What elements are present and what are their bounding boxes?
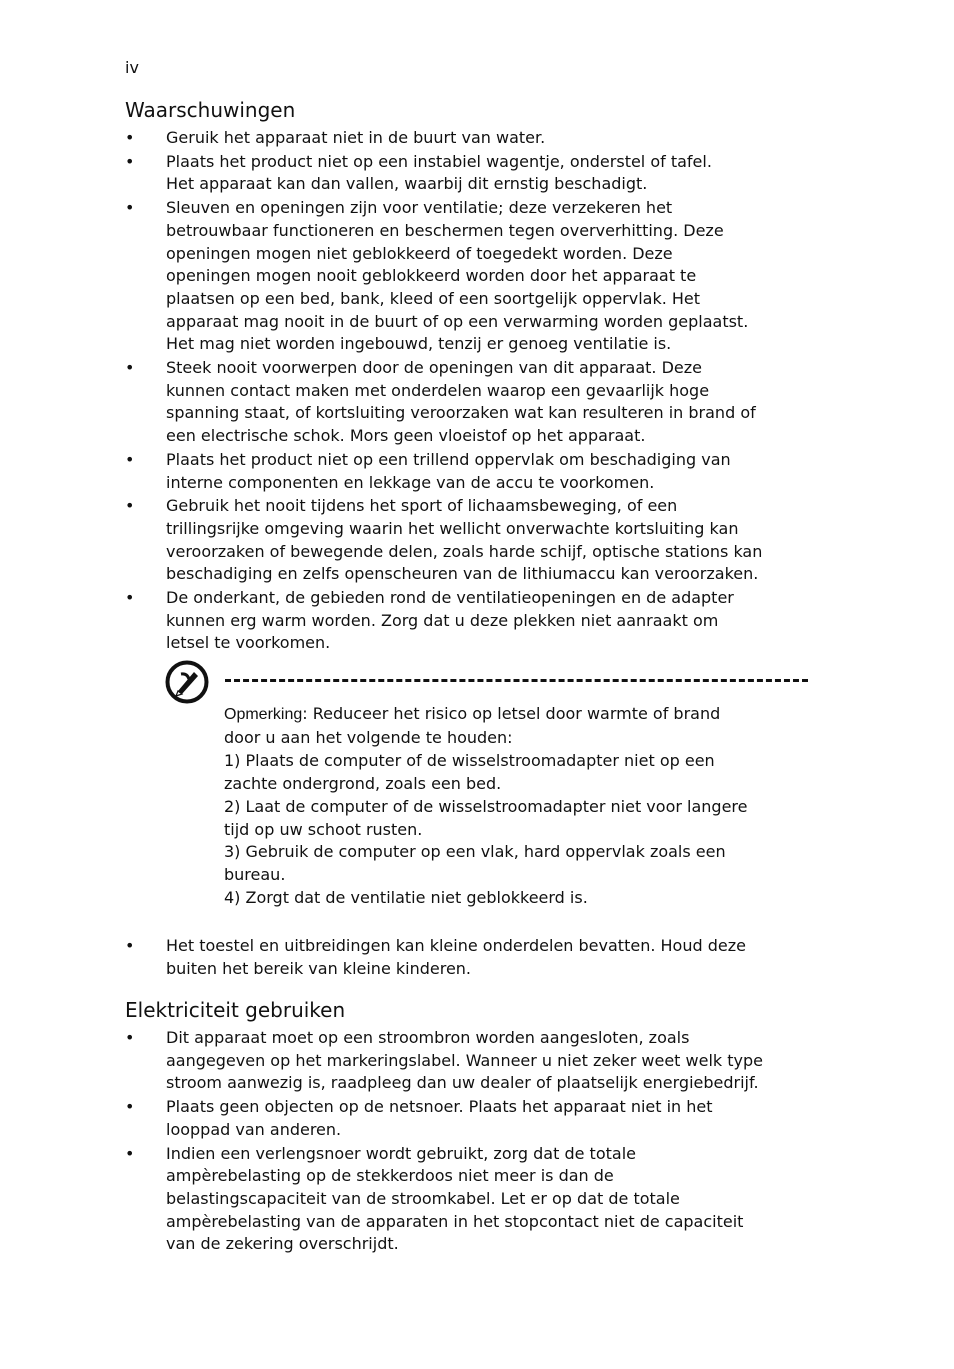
electricity-list [125, 1027, 825, 1257]
list-item-line: openingen mogen niet geblokkeerd of toegedekt worden. Deze [166, 243, 673, 263]
bullet-mark: • [125, 198, 135, 218]
list-item [125, 1027, 825, 1095]
note-line: 3) Gebruik de computer op een vlak, hard oppervlak zoals een [224, 842, 726, 862]
note-box [165, 658, 815, 918]
warnings-list [125, 127, 825, 656]
note-line [224, 703, 814, 727]
note-lines [224, 727, 814, 910]
list-item [125, 357, 825, 448]
note-line: 2) Laat de computer of de wisselstroomadapter niet voor langere [224, 796, 748, 816]
list-item-line: looppad van anderen. [166, 1119, 342, 1139]
list-item-line: een electrische schok. Mors geen vloeistof op het apparaat. [166, 426, 646, 446]
list-item-line: Geruik het apparaat niet in de buurt van water. [166, 128, 546, 147]
list-item-line: trillingsrijke omgeving waarin het wellicht onverwachte kortsluiting kan [166, 518, 739, 538]
note-line: tijd op uw schoot rusten. [224, 819, 423, 839]
list-item-line: belastingscapaciteit van de stroomkabel. Let er op dat de totale [166, 1188, 680, 1208]
list-item-line: Plaats geen objecten op de netsnoer. Plaats het apparaat niet in het [166, 1097, 713, 1117]
bullet-mark: • [125, 1028, 135, 1047]
list-item-line: van de zekering overschrijdt. [166, 1234, 399, 1254]
list-item-line: Het mag niet worden ingebouwd, tenzij er genoeg ventilatie is. [166, 334, 672, 354]
list-item-line: betrouwbaar functioneren en beschermen tegen oververhitting. Deze [166, 220, 724, 240]
list-item-line: Het apparaat kan dan vallen, waarbij dit ernstig beschadigt. [166, 174, 648, 194]
bullet-mark: • [125, 936, 135, 955]
list-item [125, 127, 825, 150]
list-item-line: Plaats het product niet op een trillend oppervlak om beschadiging van [166, 449, 731, 469]
list-item-line: kunnen contact maken met onderdelen waarop een gevaarlijk hoge [166, 380, 710, 400]
list-item-line: De onderkant, de gebieden rond de ventilatieopeningen en de adapter [166, 588, 734, 608]
bullet-mark: • [125, 588, 135, 608]
list-item-line: Steek nooit voorwerpen door de openingen van dit apparaat. Deze [166, 358, 702, 378]
warnings-list-continued [125, 935, 825, 981]
list-item-line: interne componenten en lekkage van de accu te voorkomen. [166, 472, 655, 492]
note-divider [225, 679, 808, 682]
note-line: 4) Zorgt dat de ventilatie niet geblokkeerd is. [224, 888, 588, 908]
list-item-line: Gebruik het nooit tijdens het sport of lichaamsbeweging, of een [166, 496, 678, 516]
note-line: door u aan het volgende te houden: [224, 727, 513, 747]
list-item-line: Indien een verlengsnoer wordt gebruikt, zorg dat de totale [166, 1143, 636, 1163]
list-item [125, 449, 825, 494]
note-line: bureau. [224, 865, 286, 885]
list-item-line: apparaat mag nooit in de buurt of op een verwarming worden geplaatst. [166, 311, 749, 331]
list-item [125, 935, 825, 980]
list-item-line: openingen mogen nooit geblokkeerd worden door het apparaat te [166, 266, 697, 286]
list-item-line: kunnen erg warm worden. Zorg dat u deze plekken niet aanraakt om [166, 610, 719, 630]
note-line: zachte ondergrond, zoals een bed. [224, 773, 502, 793]
bullet-mark: • [125, 128, 135, 147]
list-item-line: spanning staat, of kortsluiting veroorzaken wat kan resulteren in brand of [166, 403, 756, 423]
bullet-mark: • [125, 151, 135, 171]
section-title-elektriciteit-gebruiken: Elektriciteit gebruiken [125, 998, 346, 1022]
list-item [125, 1096, 825, 1141]
page-number: iv [125, 58, 139, 77]
list-item-line: letsel te voorkomen. [166, 633, 331, 653]
list-item [125, 151, 825, 196]
note-first-line-text: : Reduceer het risico op letsel door warmte of brand [302, 704, 721, 723]
bullet-mark: • [125, 496, 135, 516]
list-item-line: Het toestel en uitbreidingen kan kleine onderdelen bevatten. Houd deze [166, 936, 746, 955]
list-item [125, 495, 825, 586]
list-item-line: stroom aanwezig is, raadpleeg dan uw dealer of plaatselijk energiebedrijf. [166, 1073, 759, 1093]
list-item-line: Sleuven en openingen zijn voor ventilatie; deze verzekeren het [166, 198, 673, 218]
note-label: Opmerking [224, 706, 303, 723]
bullet-mark: • [125, 1097, 135, 1117]
section-title-waarschuwingen: Waarschuwingen [125, 98, 296, 122]
note-text [224, 703, 814, 910]
list-item-line: ampèrebelasting op de stekkerdoos niet meer is dan de [166, 1166, 614, 1186]
list-item [125, 1143, 825, 1257]
list-item-line: ampèrebelasting van de apparaten in het stopcontact niet de capaciteit [166, 1211, 744, 1231]
bullet-mark: • [125, 358, 135, 378]
list-item [125, 197, 825, 356]
list-item-line: buiten het bereik van kleine kinderen. [166, 958, 472, 978]
list-item-line: aangegeven op het markeringslabel. Wanneer u niet zeker weet welk type [166, 1050, 763, 1070]
note-line: 1) Plaats de computer of de wisselstroomadapter niet op een [224, 750, 715, 770]
list-item-line: Plaats het product niet op een instabiel wagentje, onderstel of tafel. [166, 151, 712, 171]
list-item-line: veroorzaken of bewegende delen, zoals harde schijf, optische stations kan [166, 541, 763, 561]
note-pen-icon [165, 660, 209, 704]
list-item-line: beschadiging en zelfs openscheuren van de lithiumaccu kan veroorzaken. [166, 564, 759, 584]
list-item [125, 587, 825, 655]
list-item-line: Dit apparaat moet op een stroombron worden aangesloten, zoals [166, 1028, 690, 1047]
bullet-mark: • [125, 1143, 135, 1163]
bullet-mark: • [125, 449, 135, 469]
list-item-line: plaatsen op een bed, bank, kleed of een soortgelijk oppervlak. Het [166, 288, 701, 308]
